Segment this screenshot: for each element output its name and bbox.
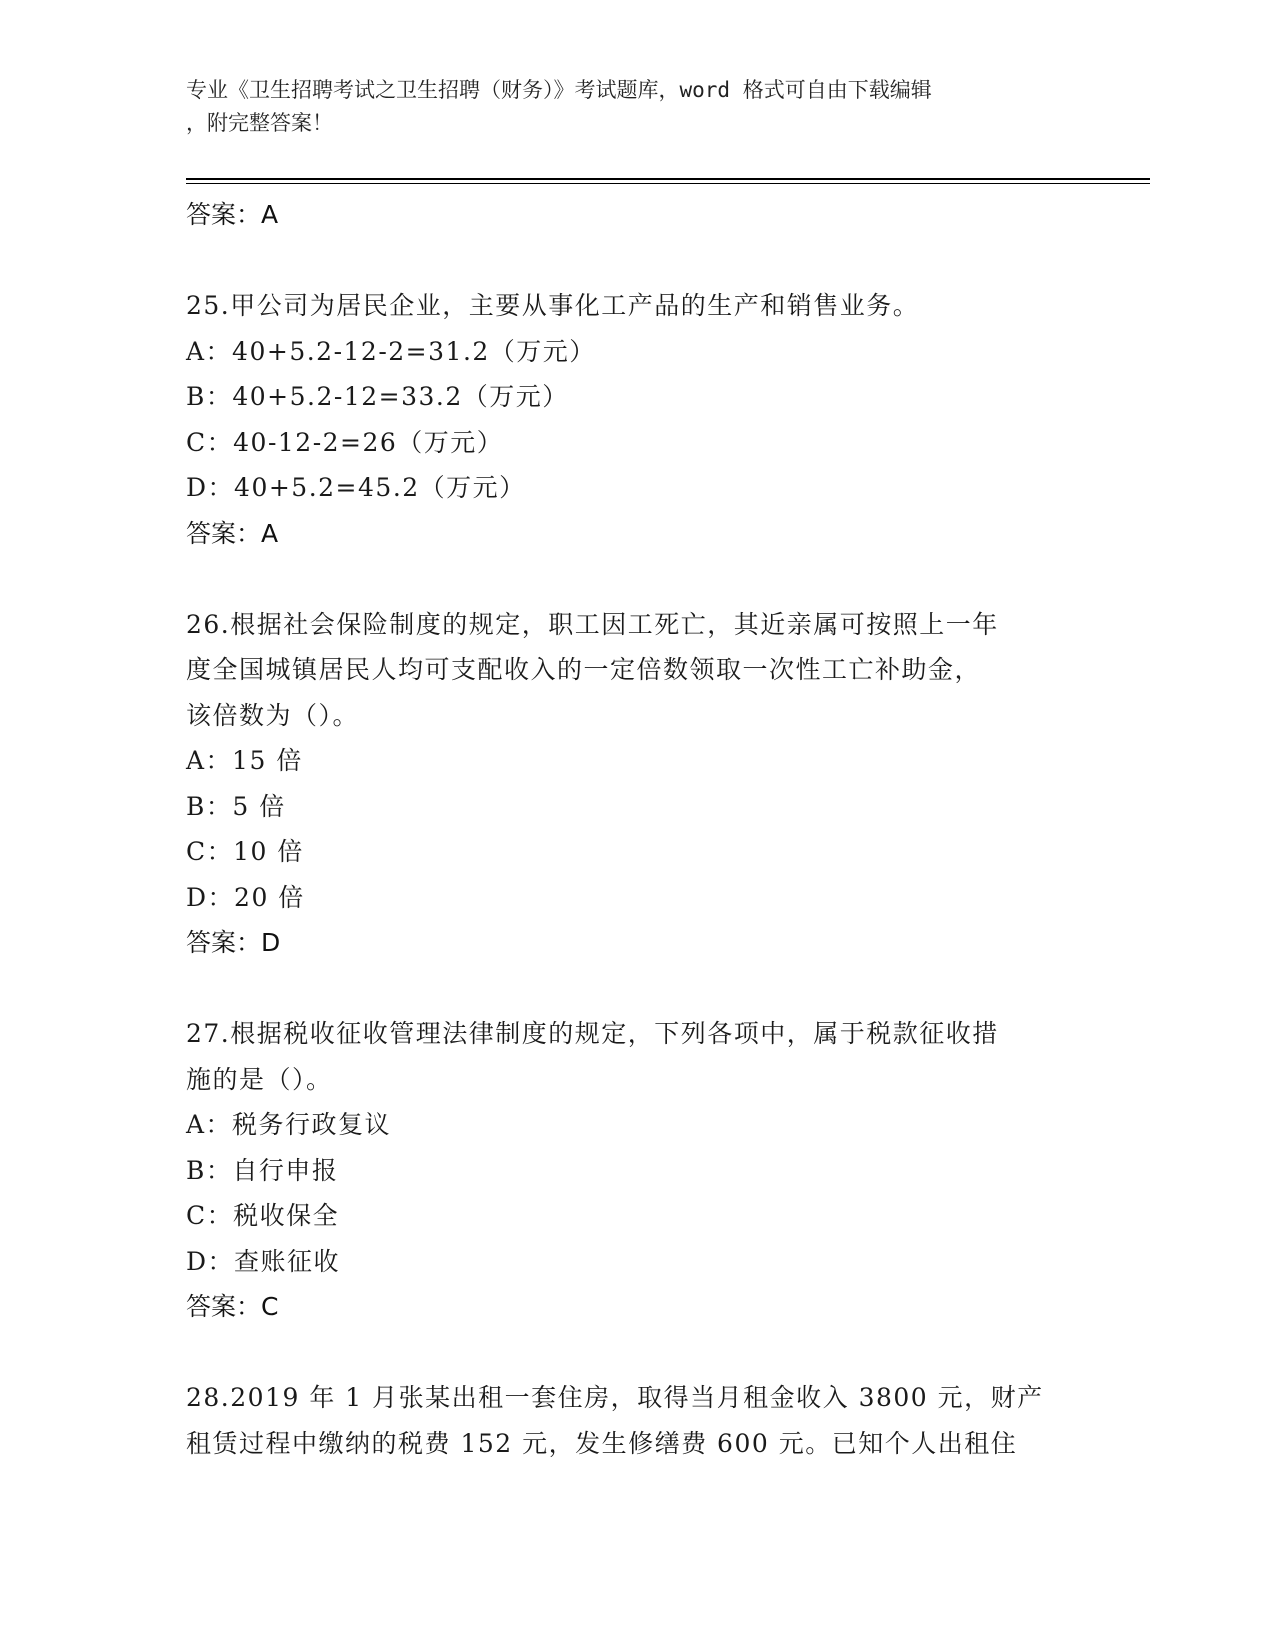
- answer-option: C：40-12-2=26（万元）: [186, 427, 504, 457]
- answer-option: D：20 倍: [186, 882, 305, 912]
- answer-option: C：10 倍: [186, 837, 304, 866]
- answer-option: D：查账征收: [186, 1246, 341, 1276]
- answer-option: C：税收保全: [186, 1201, 340, 1230]
- answer-option: D：40+5.2=45.2（万元）: [186, 473, 526, 502]
- header-line: ，附完整答案！: [186, 111, 333, 135]
- question-list: [186, 192, 1086, 1466]
- answer-line: 答案：C: [186, 1292, 279, 1321]
- page-header: [186, 74, 1076, 140]
- answer-option: B：40+5.2-12=33.2（万元）: [186, 382, 569, 411]
- header-divider-thick: [186, 178, 1150, 180]
- question-text-line: 27.根据税收征收管理法律制度的规定，下列各项中，属于税款征收措: [186, 1019, 999, 1048]
- question-text-line: 28.2019 年 1 月张某出租一套住房，取得当月租金收入 3800 元，财产: [186, 1383, 1044, 1412]
- question-text-line: 度全国城镇居民人均可支配收入的一定倍数领取一次性工亡补助金，: [186, 655, 982, 684]
- answer-option: B：5 倍: [186, 791, 286, 821]
- answer-line: 答案：A: [186, 518, 279, 548]
- answer-option: B：自行申报: [186, 1155, 339, 1185]
- question-text-line: 施的是（）。: [186, 1064, 333, 1094]
- answer-option: A：40+5.2-12-2=31.2（万元）: [186, 336, 596, 366]
- header-divider-thin: [186, 183, 1150, 184]
- answer-option: A：15 倍: [186, 746, 303, 775]
- answer-line: 答案：A: [186, 200, 279, 229]
- section-gap: [186, 966, 1086, 1011]
- question-text-line: 租赁过程中缴纳的税费 152 元，发生修缮费 600 元。已知个人出租住: [186, 1428, 1018, 1458]
- section-gap: [186, 1330, 1086, 1375]
- answer-line: 答案：D: [186, 928, 281, 957]
- question-text-line: 该倍数为（）。: [186, 700, 360, 730]
- header-line: 专业《卫生招聘考试之卫生招聘（财务）》考试题库，word 格式可自由下载编辑: [186, 78, 932, 102]
- section-gap: [186, 557, 1086, 602]
- answer-option: A：税务行政复议: [186, 1110, 392, 1139]
- question-text-line: 26.根据社会保险制度的规定，职工因工死亡，其近亲属可按照上一年: [186, 609, 999, 639]
- section-gap: [186, 238, 1086, 283]
- question-text-line: 25.甲公司为居民企业，主要从事化工产品的生产和销售业务。: [186, 291, 920, 320]
